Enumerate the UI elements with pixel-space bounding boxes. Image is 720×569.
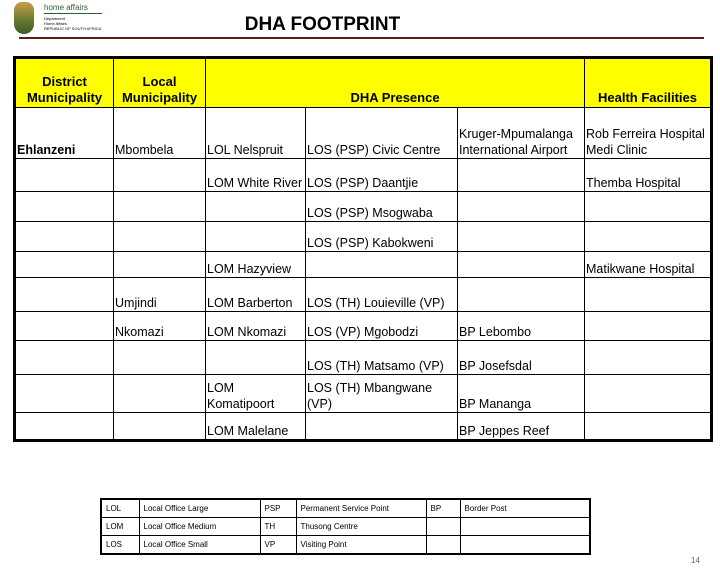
cell-health-facility: Themba Hospital	[585, 159, 712, 192]
cell-district	[15, 252, 114, 278]
table-row	[15, 159, 712, 192]
cell-extra-presence: Kruger-Mpumalanga International Airport	[458, 108, 585, 159]
footprint-table	[13, 56, 713, 442]
legend-row	[101, 499, 590, 518]
cell-health-facility	[585, 341, 712, 375]
legend-meaning: Permanent Service Point	[296, 499, 426, 518]
cell-extra-presence	[458, 222, 585, 252]
cell-extra-presence: BP Jeppes Reef	[458, 413, 585, 441]
cell-district	[15, 312, 114, 341]
cell-health-facility	[585, 192, 712, 222]
cell-extra-presence	[458, 252, 585, 278]
cell-local-municipality	[114, 413, 206, 441]
cell-service-point: LOS (TH) Louieville (VP)	[306, 278, 458, 312]
header-district: District Municipality	[15, 58, 114, 108]
table-row	[15, 222, 712, 252]
legend-abbreviation: PSP	[260, 499, 296, 518]
table-row	[15, 312, 712, 341]
cell-district: Ehlanzeni	[15, 108, 114, 159]
legend-abbreviation: LOM	[101, 518, 139, 536]
cell-local-municipality: Nkomazi	[114, 312, 206, 341]
page-title: DHA FOOTPRINT	[244, 14, 401, 35]
table-row	[15, 341, 712, 375]
logo-line: Department	[44, 16, 65, 21]
cell-health-facility: Matikwane Hospital	[585, 252, 712, 278]
legend-meaning	[460, 536, 590, 555]
cell-service-point	[306, 413, 458, 441]
legend-abbreviation: LOS	[101, 536, 139, 555]
cell-local-municipality	[114, 159, 206, 192]
cell-district	[15, 341, 114, 375]
cell-service-point: LOS (TH) Mbangwane (VP)	[306, 375, 458, 413]
cell-office	[206, 222, 306, 252]
cell-district	[15, 278, 114, 312]
table-row	[15, 108, 712, 159]
cell-office: LOM White River	[206, 159, 306, 192]
table-row	[15, 192, 712, 222]
header-row	[15, 58, 712, 108]
legend-meaning: Thusong Centre	[296, 518, 426, 536]
cell-health-facility	[585, 312, 712, 341]
header-local: Local Municipality	[114, 58, 206, 108]
cell-office: LOM Nkomazi	[206, 312, 306, 341]
legend-abbreviation: LOL	[101, 499, 139, 518]
legend-abbreviation	[426, 536, 460, 555]
legend-meaning: Local Office Small	[139, 536, 260, 555]
legend-meaning: Local Office Medium	[139, 518, 260, 536]
cell-service-point	[306, 252, 458, 278]
cell-local-municipality	[114, 375, 206, 413]
cell-office: LOM Hazyview	[206, 252, 306, 278]
table-row	[15, 413, 712, 441]
cell-local-municipality: Umjindi	[114, 278, 206, 312]
page-number: 14	[691, 556, 700, 565]
logo-brand: home affairs	[44, 3, 88, 12]
cell-office: LOM Barberton	[206, 278, 306, 312]
cell-district	[15, 192, 114, 222]
cell-district	[15, 375, 114, 413]
header-presence: DHA Presence	[206, 58, 585, 108]
legend-meaning	[460, 518, 590, 536]
cell-extra-presence	[458, 159, 585, 192]
legend-meaning: Local Office Large	[139, 499, 260, 518]
header-health: Health Facilities	[585, 58, 712, 108]
cell-office: LOM Malelane	[206, 413, 306, 441]
logo-line: REPUBLIC OF SOUTH AFRICA	[44, 26, 102, 31]
cell-service-point: LOS (TH) Matsamo (VP)	[306, 341, 458, 375]
cell-service-point: LOS (PSP) Daantjie	[306, 159, 458, 192]
cell-local-municipality	[114, 252, 206, 278]
logo-line: Home Affairs	[44, 21, 67, 26]
legend-row	[101, 536, 590, 555]
cell-service-point: LOS (PSP) Civic Centre	[306, 108, 458, 159]
cell-extra-presence	[458, 278, 585, 312]
cell-health-facility	[585, 222, 712, 252]
cell-office: LOM Komatipoort	[206, 375, 306, 413]
table-row	[15, 375, 712, 413]
cell-service-point: LOS (VP) Mgobodzi	[306, 312, 458, 341]
legend-meaning: Border Post	[460, 499, 590, 518]
cell-local-municipality	[114, 192, 206, 222]
cell-district	[15, 222, 114, 252]
legend-abbreviation: TH	[260, 518, 296, 536]
cell-district	[15, 413, 114, 441]
cell-health-facility	[585, 413, 712, 441]
title-rule	[19, 37, 704, 39]
cell-local-municipality	[114, 222, 206, 252]
cell-local-municipality: Mbombela	[114, 108, 206, 159]
cell-extra-presence: BP Josefsdal	[458, 341, 585, 375]
cell-service-point: LOS (PSP) Kabokweni	[306, 222, 458, 252]
cell-local-municipality	[114, 341, 206, 375]
cell-health-facility	[585, 278, 712, 312]
table-row	[15, 278, 712, 312]
cell-extra-presence: BP Lebombo	[458, 312, 585, 341]
cell-district	[15, 159, 114, 192]
legend-row	[101, 518, 590, 536]
abbreviation-legend	[100, 498, 591, 555]
cell-service-point: LOS (PSP) Msogwaba	[306, 192, 458, 222]
legend-abbreviation	[426, 518, 460, 536]
cell-extra-presence: BP Mananga	[458, 375, 585, 413]
cell-office: LOL Nelspruit	[206, 108, 306, 159]
legend-abbreviation: VP	[260, 536, 296, 555]
cell-health-facility: Rob Ferreira Hospital Medi Clinic	[585, 108, 712, 159]
cell-health-facility	[585, 375, 712, 413]
table-row	[15, 252, 712, 278]
cell-extra-presence	[458, 192, 585, 222]
cell-office	[206, 192, 306, 222]
cell-office	[206, 341, 306, 375]
legend-abbreviation: BP	[426, 499, 460, 518]
legend-meaning: Visiting Point	[296, 536, 426, 555]
